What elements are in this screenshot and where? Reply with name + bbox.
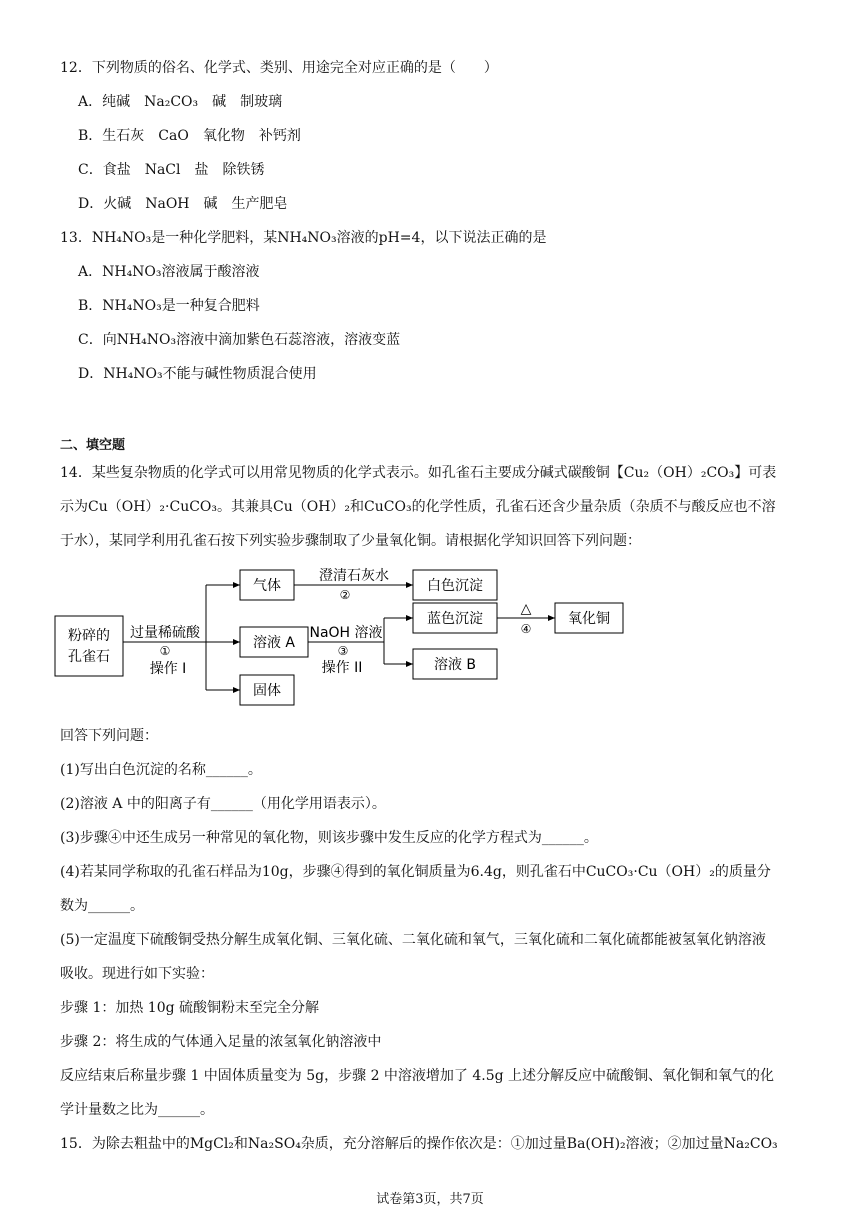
experiment-step-1: 步骤 1：加热 10g 硫酸铜粉末至完全分解	[60, 1000, 320, 1016]
q13-option-b: B．NH₄NO₃是一种复合肥料	[78, 298, 260, 314]
q12-option-c: C．食盐 NaCl 盐 除铁锈	[78, 162, 265, 178]
step-4-label: ④	[520, 622, 532, 636]
white-precipitate-label: 白色沉淀	[427, 578, 483, 594]
blue-precipitate-label: 蓝色沉淀	[427, 611, 483, 627]
section-heading: 二、填空题	[60, 438, 126, 453]
start-label-2: 孔雀石	[68, 649, 110, 665]
sub-question-1: (1)写出白色沉淀的名称______。	[60, 762, 262, 778]
start-box	[55, 616, 123, 676]
answer-intro: 回答下列问题：	[60, 728, 158, 744]
q14-para-1: 14．某些复杂物质的化学式可以用常见物质的化学式表示。如孔雀石主要成分碱式碳酸铜【Cu₂（OH）₂CO₃】可表	[60, 465, 777, 481]
q12-option-a: A．纯碱 Na₂CO₃ 碱 制玻璃	[78, 94, 283, 110]
q13-option-a: A．NH₄NO₃溶液属于酸溶液	[78, 264, 260, 280]
operation-2-label: 操作 II	[321, 660, 363, 676]
q13-stem: 13．NH₄NO₃是一种化学肥料，某NH₄NO₃溶液的pH=4，以下说法正确的是	[60, 230, 547, 246]
copper-oxide-label: 氧化铜	[568, 611, 610, 627]
reagent-1-label: 过量稀硫酸	[130, 625, 200, 641]
sub-question-5-line-1: (5)一定温度下硫酸铜受热分解生成氧化铜、三氧化硫、二氧化硫和氧气，三氧化硫和二氧化硫都能被氢氧化钠溶液	[60, 932, 766, 948]
operation-1-label: 操作 I	[149, 661, 187, 677]
page-footer: 试卷第3页，共7页	[376, 1192, 484, 1207]
sub-question-3: (3)步骤④中还生成另一种常见的氧化物，则该步骤中发生反应的化学方程式为______。	[60, 830, 598, 846]
sub-question-5-line-2: 吸收。现进行如下实验：	[60, 966, 214, 982]
reagent-2-label: 澄清石灰水	[319, 568, 389, 584]
step-2-label: ②	[339, 588, 351, 602]
q13-option-c: C．向NH₄NO₃溶液中滴加紫色石蕊溶液，溶液变蓝	[78, 332, 401, 348]
reagent-3-label: NaOH 溶液	[309, 625, 383, 641]
solid-label: 固体	[253, 683, 281, 699]
q12-stem: 12．下列物质的俗名、化学式、类别、用途完全对应正确的是（ ）	[60, 60, 498, 76]
start-label-1: 粉碎的	[68, 628, 110, 644]
q14-para-2: 示为Cu（OH）₂·CuCO₃。其兼具Cu（OH）₂和CuCO₃的化学性质，孔雀石还含少量杂质（杂质不与酸反应也不溶	[60, 499, 776, 515]
sub-question-2: (2)溶液 A 中的阳离子有______（用化学用语表示）。	[60, 796, 386, 812]
sub-question-4-line-1: (4)若某同学称取的孔雀石样品为10g，步骤④得到的氧化铜质量为6.4g，则孔雀石中CuCO₃·Cu（OH）₂的质量分	[60, 864, 771, 880]
question-15-stem: 15．为除去粗盐中的MgCl₂和Na₂SO₄杂质，充分溶解后的操作依次是：①加过量Ba(OH)₂溶液；②加过量Na₂CO₃	[60, 1136, 778, 1152]
heat-symbol: △	[520, 601, 532, 617]
q12-option-b: B．生石灰 CaO 氧化物 补钙剂	[78, 128, 301, 144]
q12-option-d: D．火碱 NaOH 碱 生产肥皂	[78, 196, 288, 212]
step-1-label: ①	[159, 644, 171, 658]
q13-option-d: D．NH₄NO₃不能与碱性物质混合使用	[78, 366, 317, 382]
step-3-label: ③	[337, 644, 349, 658]
solution-a-label: 溶液 A	[252, 635, 296, 651]
gas-label: 气体	[253, 578, 281, 594]
solution-b-label: 溶液 B	[433, 657, 477, 673]
sub-question-5-line-3: 反应结束后称量步骤 1 中固体质量变为 5g，步骤 2 中溶液增加了 4.5g 上述分解反应中硫酸铜、氧化铜和氧气的化	[60, 1068, 775, 1084]
q14-para-3: 于水），某同学利用孔雀石按下列实验步骤制取了少量氧化铜。请根据化学知识回答下列问题：	[60, 533, 641, 549]
experiment-step-2: 步骤 2：将生成的气体通入足量的浓氢氧化钠溶液中	[60, 1034, 382, 1050]
sub-question-5-line-4: 学计量数之比为______。	[60, 1102, 214, 1118]
sub-question-4-line-2: 数为______。	[60, 898, 144, 914]
